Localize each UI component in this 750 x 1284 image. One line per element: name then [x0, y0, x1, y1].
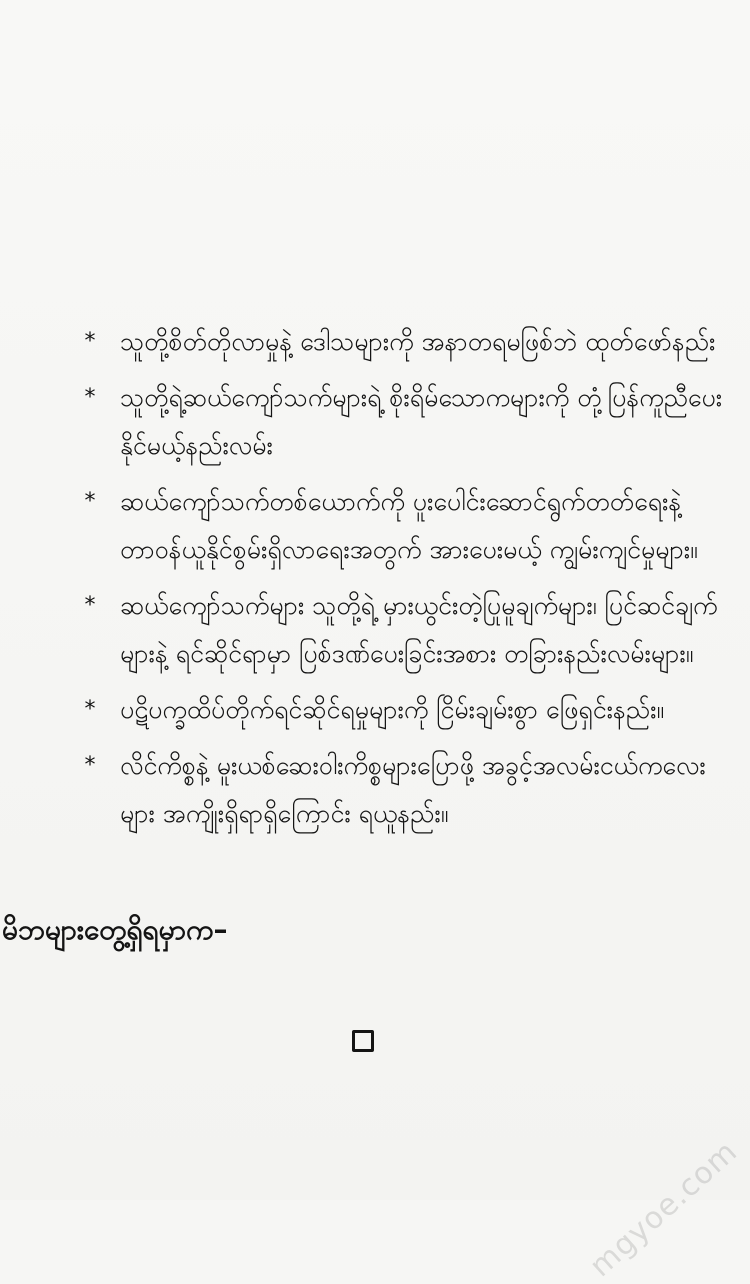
list-item-text: သူတို့စိတ်တိုလာမှုနဲ့ ဒေါသများကို အနာတရမဖြစ်ဘဲ ထုတ်ဖော်နည်း — [120, 327, 716, 356]
list-item — [80, 582, 740, 678]
list-item — [80, 374, 740, 470]
list-item-text: လိင်ကိစ္စနဲ့ မူးယစ်ဆေးဝါးကိစ္စများပြောဖို့ အခွင့်အလမ်းငယ်ကလေးများ အကျိုးရှိရာရှိကြောင်း ရယူနည်း။ — [120, 751, 706, 828]
asterisk-bullet-icon: * — [84, 697, 96, 722]
asterisk-bullet-icon: * — [84, 385, 96, 410]
list-item — [80, 478, 740, 574]
list-item — [80, 318, 740, 366]
asterisk-bullet-icon: * — [84, 593, 96, 618]
list-item-text: ပဋိပက္ခထိပ်တိုက်ရင်ဆိုင်ရမှုများကို ငြိမ်းချမ်းစွာ ဖြေရှင်းနည်း။ — [120, 695, 665, 724]
asterisk-bullet-icon: * — [84, 329, 96, 354]
list-item-text: ဆယ်ကျော်သက်များ သူတို့ရဲ့ မှားယွင်းတဲ့ပြုမူချက်များ၊ ပြင်ဆင်ချက်များနဲ့ ရင်ဆိုင်ရာမှာ ပြစ်ဒဏ်ပေးခြင်းအစား တခြားနည်းလမ်းများ။ — [120, 591, 718, 668]
section-heading: မိဘများတွေ့ရှိရမှာက– — [2, 913, 228, 946]
asterisk-bullet-icon: * — [84, 753, 96, 778]
list-item-text: ဆယ်ကျော်သက်တစ်ယောက်ကို ပူးပေါင်းဆောင်ရွက်တတ်ရေးနဲ့ တာဝန်ယူနိုင်စွမ်းရှိလာရေးအတွက် အားပေးမယ့် ကျွမ်းကျင်မှုများ။ — [120, 487, 698, 564]
list-item — [80, 742, 740, 838]
bullet-list — [80, 318, 740, 846]
watermark: mgyoe.com — [582, 1133, 744, 1284]
end-of-section-square-icon — [352, 1030, 374, 1052]
asterisk-bullet-icon: * — [84, 489, 96, 514]
list-item — [80, 686, 740, 734]
list-item-text: သူတို့ရဲ့ဆယ်ကျော်သက်များရဲ့ စိုးရိမ်သောကများကို တုံ့ပြန်ကူညီပေးနိုင်မယ့်နည်းလမ်း — [120, 383, 723, 460]
